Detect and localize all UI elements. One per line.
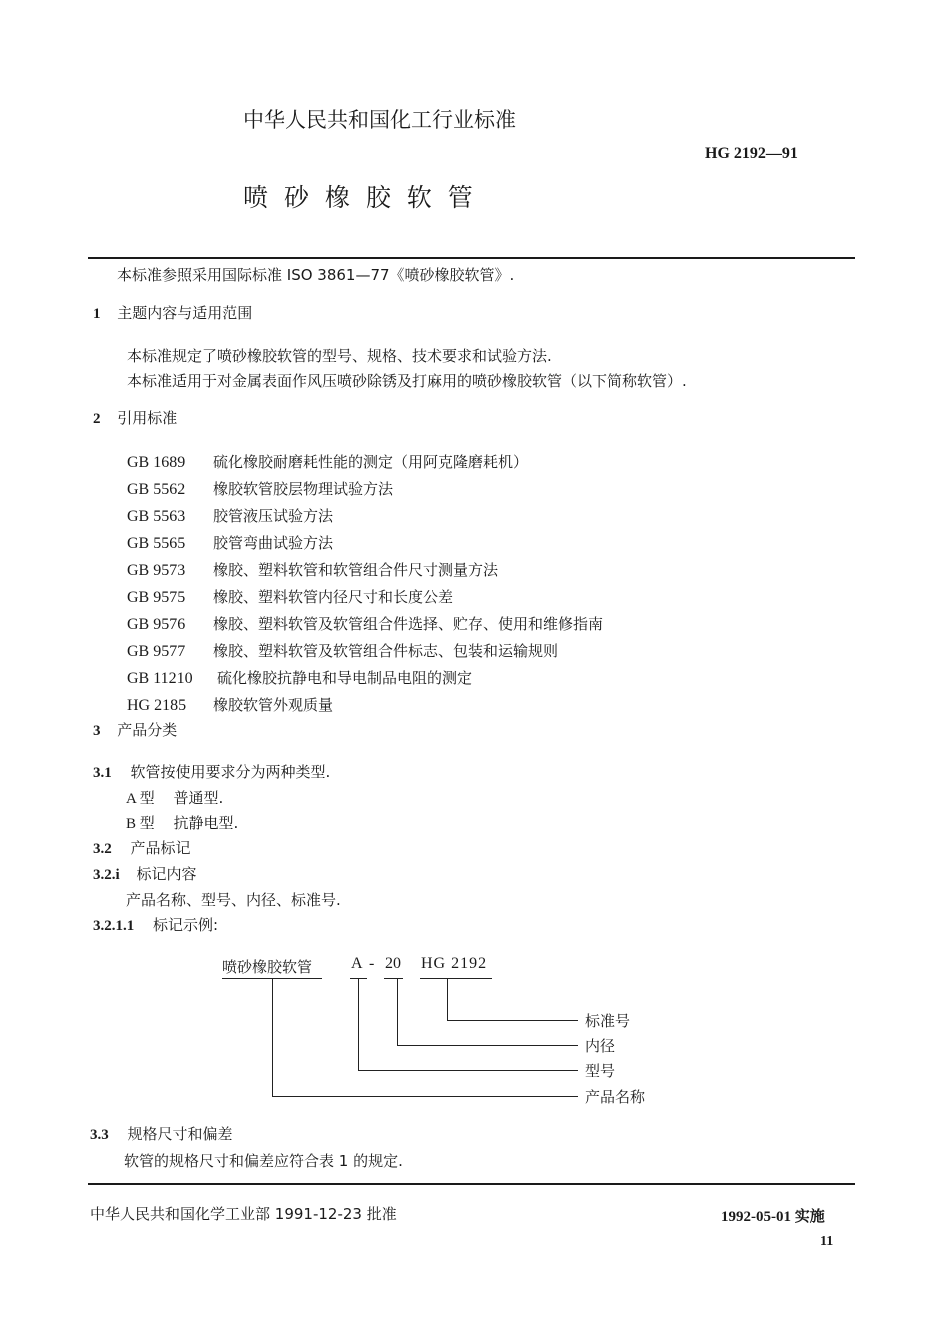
section-2-heading: [93, 408, 177, 429]
leader-standard-vertical: [447, 978, 448, 1021]
section-number: 2: [93, 411, 101, 427]
reference-item: GB 9573 橡胶、塑料软管和软管组合件尺寸测量方法: [127, 561, 499, 579]
effective-date: 1992-05-01 实施: [721, 1209, 825, 1225]
diagram-standard: HG 2192: [421, 955, 488, 972]
section-3-heading: [93, 720, 177, 741]
label-standard-number: 标准号: [585, 1012, 631, 1030]
issuer-title: 中华人民共和国化工行业标准: [243, 108, 516, 132]
label-product-name: 产品名称: [585, 1088, 646, 1106]
leader-product-horizontal: [272, 1096, 578, 1097]
top-rule: [88, 257, 855, 259]
section-1-para-1: 本标准规定了喷砂橡胶软管的型号、规格、技术要求和试验方法.: [127, 347, 552, 365]
leader-product-vertical: [272, 978, 273, 1097]
section-3-2: 3.2 产品标记: [93, 839, 191, 857]
section-3-2-1: 3.2.i 标记内容: [93, 865, 197, 883]
leader-standard-horizontal: [447, 1020, 578, 1021]
leader-type-horizontal: [358, 1070, 578, 1071]
section-title: 引用标准: [117, 409, 178, 427]
diagram-dash: -: [369, 955, 375, 972]
leader-diameter-horizontal: [397, 1045, 578, 1046]
reference-item: HG 2185 橡胶软管外观质量: [127, 696, 334, 714]
underline-diameter: [384, 978, 403, 979]
reference-item: GB 9576 橡胶、塑料软管及软管组合件选择、贮存、使用和维修指南: [127, 615, 604, 633]
section-title: 产品分类: [117, 721, 178, 739]
leader-diameter-vertical: [397, 978, 398, 1046]
reference-item: GB 5562 橡胶软管胶层物理试验方法: [127, 480, 394, 498]
section-number: 3: [93, 723, 101, 739]
intro-text: 本标准参照采用国际标准 ISO 3861—77《喷砂橡胶软管》.: [117, 266, 515, 284]
page-number: 11: [820, 1234, 834, 1249]
diagram-diameter: 20: [385, 955, 401, 972]
reference-item: GB 9575 橡胶、塑料软管内径尺寸和长度公差: [127, 588, 454, 606]
section-3-1: 3.1 软管按使用要求分为两种类型.: [93, 763, 331, 781]
label-type: 型号: [585, 1062, 616, 1080]
type-a: A 型 普通型.: [126, 789, 224, 807]
section-3-3-text: 软管的规格尺寸和偏差应符合表 1 的规定.: [124, 1152, 403, 1170]
reference-item: GB 5565 胶管弯曲试验方法: [127, 534, 334, 552]
section-1-para-2: 本标准适用于对金属表面作风压喷砂除锈及打麻用的喷砂橡胶软管（以下简称软管）.: [127, 372, 687, 390]
section-3-2-1-1: 3.2.1.1 标记示例:: [93, 916, 219, 934]
bottom-rule: [88, 1183, 855, 1185]
label-inner-diameter: 内径: [585, 1037, 616, 1055]
diagram-type: A: [351, 955, 363, 972]
section-number: 1: [93, 306, 101, 322]
diagram-product-name: 喷砂橡胶软管: [222, 958, 313, 976]
reference-item: GB 11210 硫化橡胶抗静电和导电制品电阻的测定: [127, 669, 473, 687]
section-title: 主题内容与适用范围: [117, 304, 253, 322]
section-3-3: 3.3 规格尺寸和偏差: [90, 1125, 233, 1143]
reference-item: GB 5563 胶管液压试验方法: [127, 507, 334, 525]
reference-list: [127, 449, 603, 719]
section-1-heading: [93, 303, 252, 324]
marking-content: 产品名称、型号、内径、标准号.: [126, 891, 341, 909]
approval-line: 中华人民共和国化学工业部 1991-12-23 批准: [90, 1205, 397, 1223]
underline-standard: [420, 978, 492, 979]
reference-item: GB 1689 硫化橡胶耐磨耗性能的测定（用阿克隆磨耗机）: [127, 453, 529, 471]
standard-number: HG 2192—91: [705, 145, 798, 162]
reference-item: GB 9577 橡胶、塑料软管及软管组合件标志、包装和运输规则: [127, 642, 559, 660]
leader-type-vertical: [358, 978, 359, 1071]
type-b: B 型 抗静电型.: [126, 814, 239, 832]
document-title: 喷 砂 橡 胶 软 管: [243, 183, 477, 212]
